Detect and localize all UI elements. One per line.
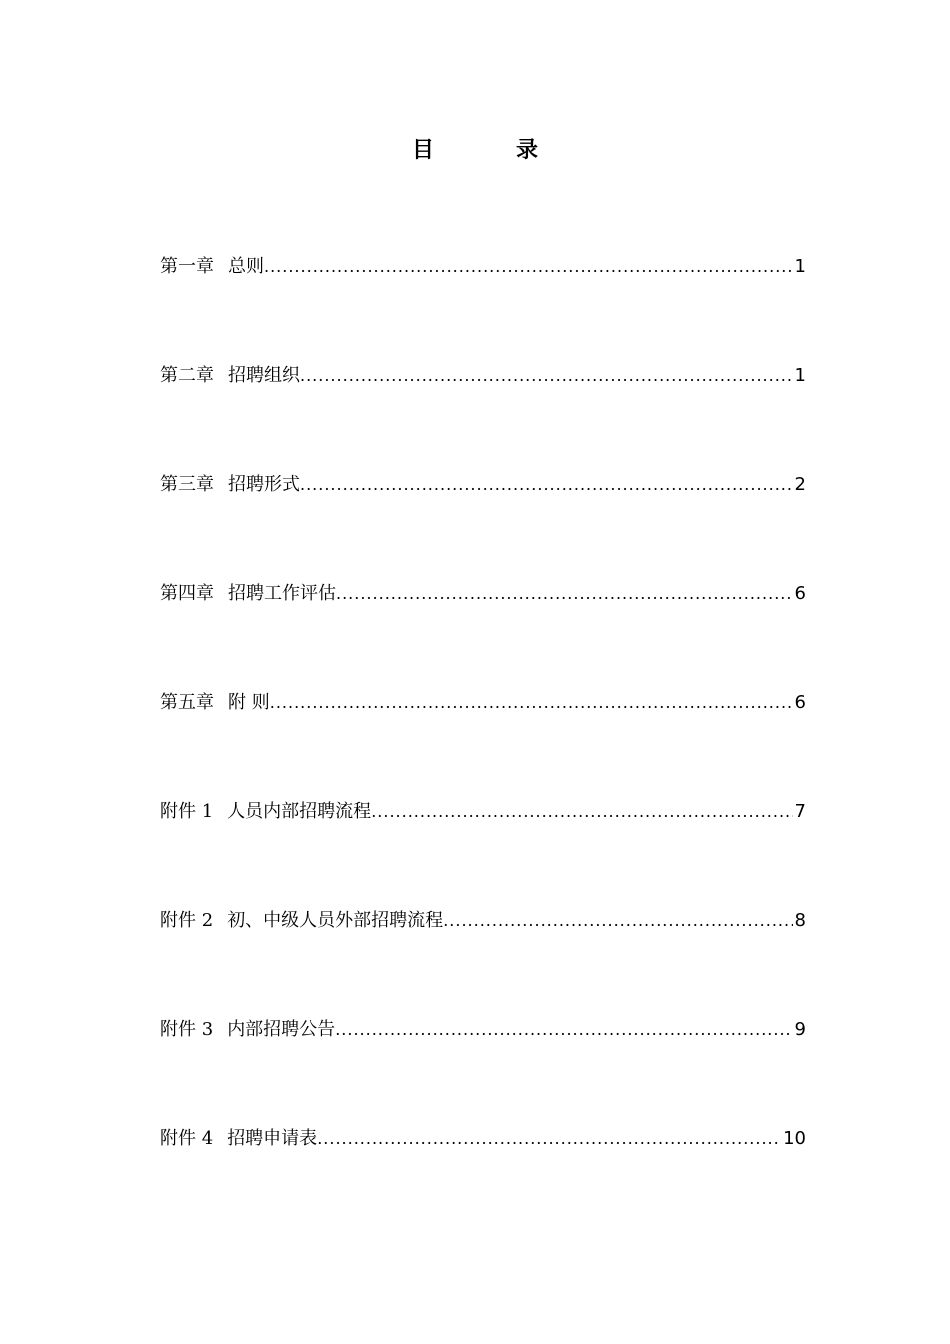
toc-item-label: 附件 4 (160, 1128, 214, 1149)
toc-item-label: 第二章 (160, 365, 214, 386)
toc-item-label: 附件 1 (160, 801, 214, 822)
toc-item-label: 第一章 (160, 256, 214, 277)
toc-item-text: 招聘形式 (228, 474, 300, 495)
toc-title: 目 录 (411, 137, 568, 163)
toc-item-page: 10 (783, 1128, 806, 1149)
toc-item[interactable] (160, 359, 806, 468)
toc-list (160, 250, 806, 1231)
toc-item-page: 1 (794, 256, 806, 277)
toc-item-page: 1 (794, 365, 806, 386)
toc-item-label: 第五章 (160, 692, 214, 713)
toc-item[interactable] (160, 1013, 806, 1122)
toc-item[interactable] (160, 468, 806, 577)
toc-item[interactable] (160, 795, 806, 904)
toc-item-page: 7 (794, 801, 806, 822)
toc-item-label: 第三章 (160, 474, 214, 495)
toc-item[interactable] (160, 250, 806, 359)
toc-item-text: 人员内部招聘流程 (227, 801, 372, 822)
toc-leader-dots (264, 250, 793, 284)
toc-leader-dots (317, 1122, 781, 1156)
toc-item[interactable] (160, 904, 806, 1013)
toc-leader-dots (336, 577, 793, 611)
toc-item-text: 招聘工作评估 (228, 583, 336, 604)
toc-item-text: 招聘申请表 (227, 1128, 318, 1149)
toc-leader-dots (371, 795, 792, 829)
toc-leader-dots (335, 1013, 792, 1047)
toc-item-page: 6 (794, 692, 806, 713)
toc-leader-dots (270, 686, 793, 720)
toc-item-page: 6 (794, 583, 806, 604)
toc-item[interactable] (160, 686, 806, 795)
toc-item-label: 附件 2 (160, 910, 214, 931)
toc-item-page: 8 (794, 910, 806, 931)
toc-item-text: 初、中级人员外部招聘流程 (227, 910, 444, 931)
toc-leader-dots (300, 359, 793, 393)
toc-leader-dots (300, 468, 793, 502)
toc-leader-dots (443, 904, 792, 938)
toc-item-page: 2 (794, 474, 806, 495)
toc-item-label: 附件 3 (160, 1019, 214, 1040)
toc-item-label: 第四章 (160, 583, 214, 604)
toc-item-text: 附 则 (228, 692, 270, 713)
toc-item-page: 9 (794, 1019, 806, 1040)
toc-item[interactable] (160, 577, 806, 686)
toc-item-text: 招聘组织 (228, 365, 300, 386)
toc-item-text: 内部招聘公告 (227, 1019, 336, 1040)
toc-item-text: 总则 (228, 256, 264, 277)
toc-item[interactable] (160, 1122, 806, 1231)
